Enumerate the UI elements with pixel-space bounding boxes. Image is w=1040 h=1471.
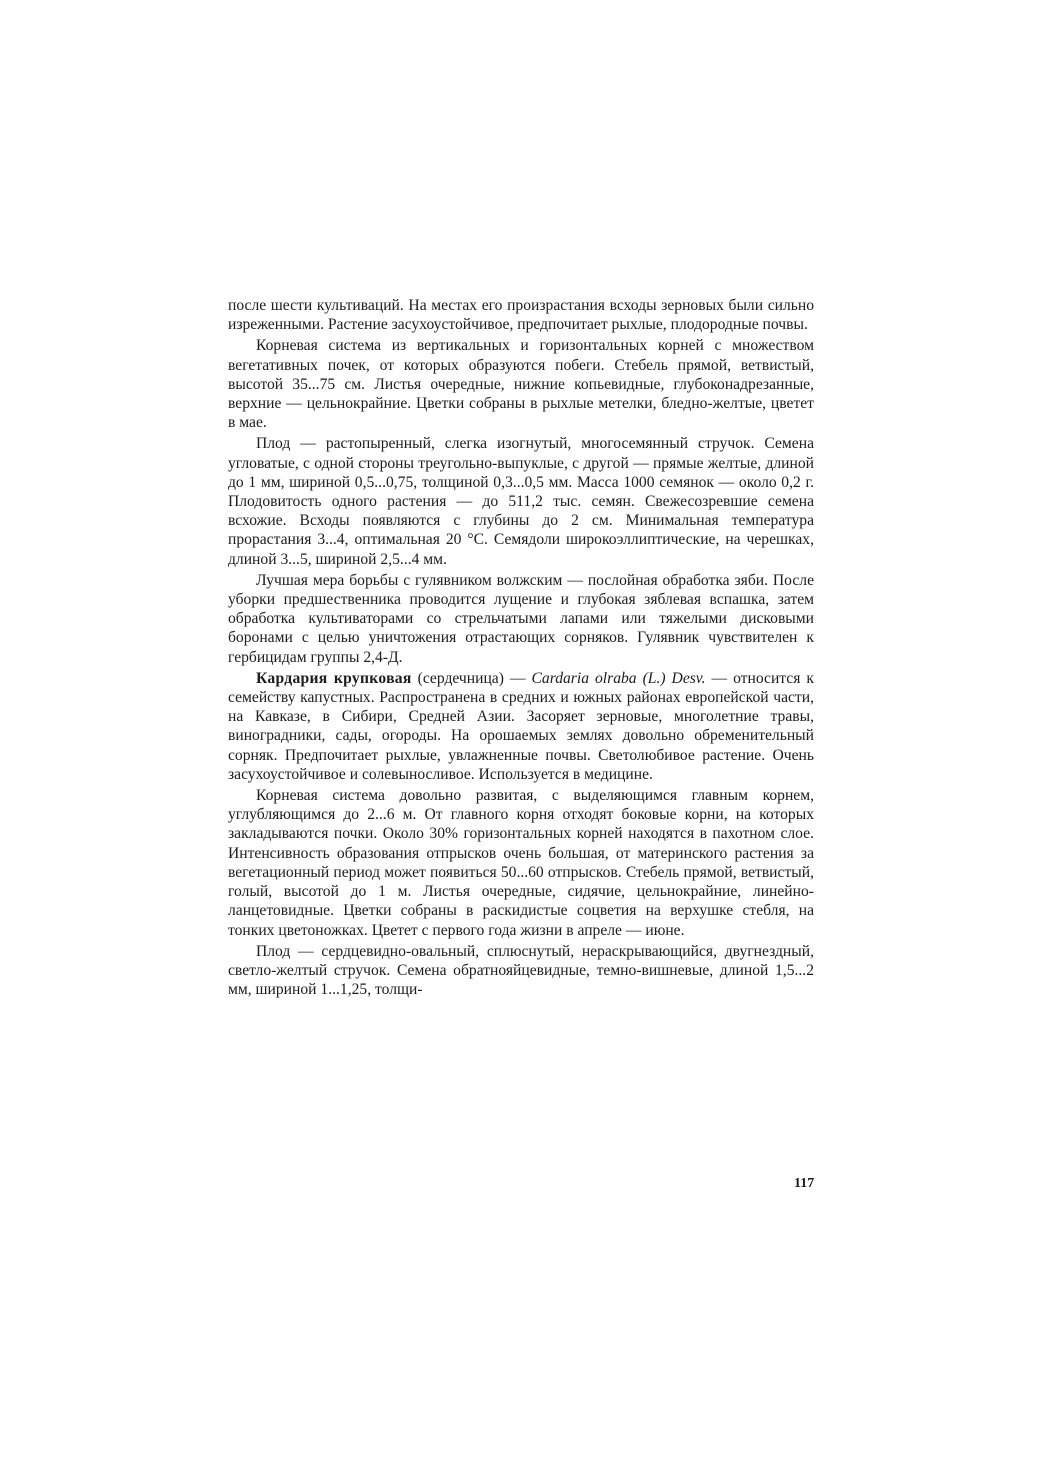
paragraph-continuation: после шести культиваций. На местах его произрастания всходы зерновых были сильно изреженными. Растение засухоустойчивое, предпочитает рыхлые, плодородные почвы.: [228, 297, 814, 334]
paragraph-root-system-volga: Корневая система из вертикальных и горизонтальных корней с множеством вегетативных почек, от которых образуются побеги. Стебель прямой, ветвистый, высотой 35...75 см. Листья очередные, нижние копьевидные, глубоконадрезанные, верхние — цельнокрайние. Цветки собраны в рыхлые метелки, бледно-желтые, цветет в мае.: [228, 337, 814, 432]
paragraph-root-system-cardaria: Корневая система довольно развитая, с выделяющимся главным корнем, углубляющимся до 2...6 м. От главного корня отходят боковые корни, на которых закладываются почки. Около 30% горизонтальных корней находятся в пахотном слое. Интенсивность образования отпрысков очень большая, от материнского растения за вегетационный период может появиться 50...60 отпрысков. Стебель прямой, ветвистый, голый, высотой до 1 м. Листья очередные, сидячие, цельнокрайние, линейно-ланцетовидные. Цветки собраны в раскидистые соцветия на верхушке стебля, на тонких цветоножках. Цветет с первого года жизни в апреле — июне.: [228, 787, 814, 939]
paragraph-control-measures: Лучшая мера борьбы с гулявником волжским — послойная обработка зяби. После уборки предшественника проводится лущение и глубокая зяблевая вспашка, затем обработка культиваторами со стрельчатыми лапами или тяжелыми дисковыми боронами с целью уничтожения отрастающих сорняков. Гулявник чувствителен к гербицидам группы 2,4-Д.: [228, 571, 814, 666]
page-number: 117: [794, 1176, 815, 1191]
common-name: (сердечница) —: [411, 669, 532, 687]
cardaria-description: — относится к семейству капустных. Распространена в средних и южных районах европейской части, на Кавказе, в Сибири, Средней Азии. Засоряет зерновые, многолетние травы, виноградники, сады, огороды. На орошаемых землях довольно обременительный сорняк. Предпочитает рыхлые, увлажненные почвы. Светолюбивое растение. Очень засухоустойчивое и солевыносливое. Используется в медицине.: [228, 669, 814, 783]
latin-name: Cardaria olraba (L.) Desv.: [531, 669, 706, 687]
species-name: Кардария крупковая: [256, 669, 412, 687]
paragraph-cardaria-intro: [228, 669, 814, 784]
paragraph-fruit-cardaria: Плод — сердцевидно-овальный, сплюснутый, нераскрывающийся, двугнездный, светло-желтый стручок. Семена обратнояйцевидные, темно-вишневые, длиной 1,5...2 мм, шириной 1...1,25, толщи-: [228, 942, 814, 999]
page-body: [228, 296, 814, 999]
paragraph-fruit-volga: Плод — растопыренный, слегка изогнутый, многосемянный стручок. Семена угловатые, с одной стороны треугольно-выпуклые, с другой — прямые желтые, длиной до 1 мм, шириной 0,5...0,75, толщиной 0,3...0,5 мм. Масса 1000 семянок — около 0,2 г. Плодовитость одного растения — до 511,2 тыс. семян. Свежесозревшие семена всхожие. Всходы появляются с глубины до 2 см. Минимальная температура прорастания 3...4, оптимальная 20 °С. Семядоли широкоэллиптические, на черешках, длиной 3...5, шириной 2,5...4 мм.: [228, 435, 814, 568]
